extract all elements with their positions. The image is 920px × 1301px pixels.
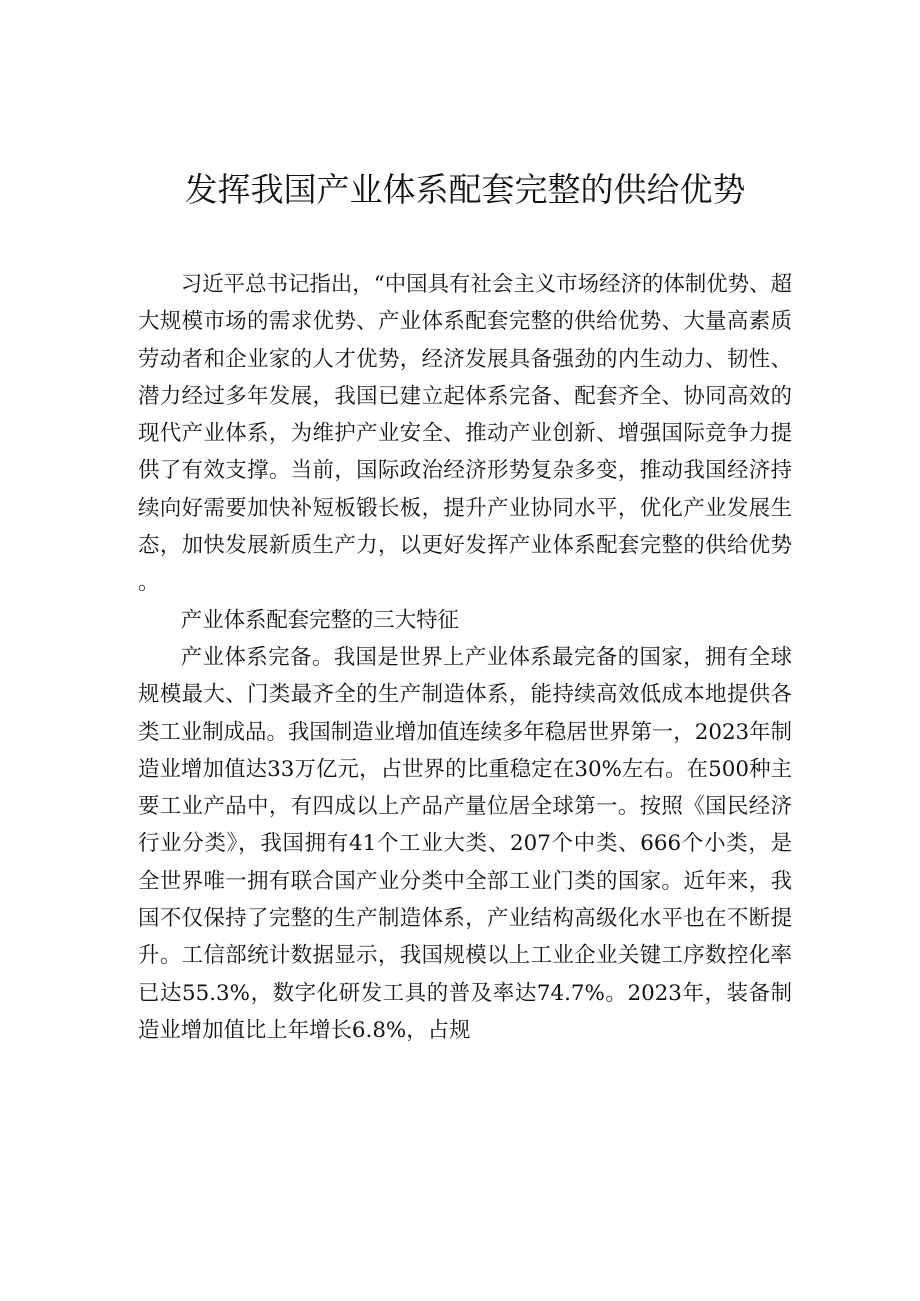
intro-paragraph: 习近平总书记指出，“中国具有社会主义市场经济的体制优势、超大规模市场的需求优势、产业体系配套完整的供给优势、大量高素质劳动者和企业家的人才优势，经济发展具备强劲的内生动力、韧性、潜力经过多年发展，我国已建立起体系完备、配套齐全、协同高效的现代产业体系，为维护产业安全、推动产业创新、增强国际竞争力提供了有效支撑。当前，国际政治经济形势复杂多变，推动我国经济持续向好需要加快补短板锻长板，提升产业协同水平，优化产业发展生态，加快发展新质生产力，以更好发挥产业体系配套完整的供给优势。 — [138, 272, 792, 596]
section-heading: 产业体系配套完整的三大特征 — [180, 607, 459, 633]
document-body — [138, 266, 792, 1049]
section-paragraph: 产业体系完备。我国是世界上产业体系最完备的国家，拥有全球规模最大、门类最齐全的生产制造体系，能持续高效低成本地提供各类工业制成品。我国制造业增加值连续多年稳居世界第一，2023年制造业增加值达33万亿元，占世界的比重稳定在30%左右。在500种主要工业产品中，有四成以上产品产量位居全球第一。按照《国民经济行业分类》，我国拥有41个工业大类、207个中类、666个小类，是全世界唯一拥有联合国产业分类中全部工业门类的国家。近年来，我国不仅保持了完整的生产制造体系，产业结构高级化水平也在不断提升。工信部统计数据显示，我国规模以上工业企业关键工序数控化率已达55.3%，数字化研发工具的普及率达74.7%。2023年，装备制造业增加值比上年增长6.8%，占规 — [138, 644, 792, 1043]
document-title: 发挥我国产业体系配套完整的供给优势 — [184, 170, 746, 209]
